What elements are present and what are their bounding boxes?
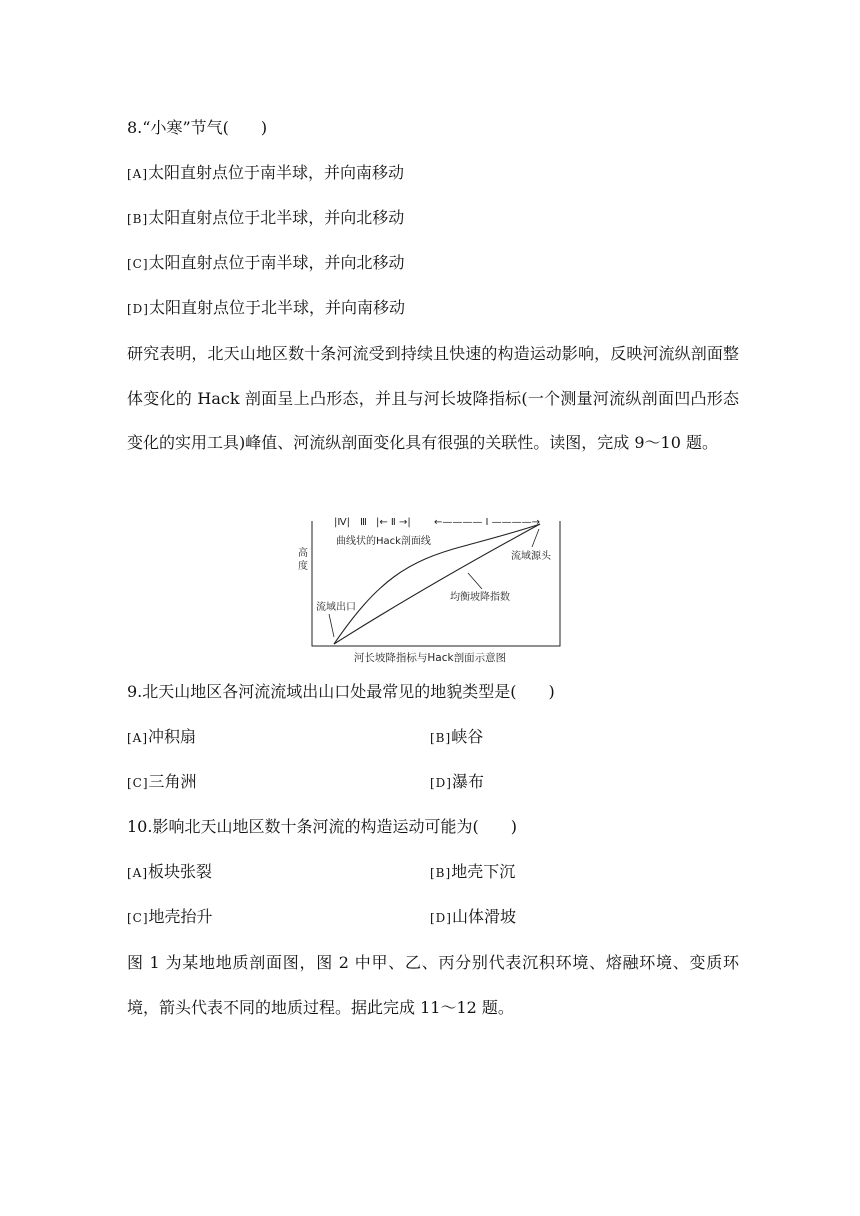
q10-stem: 10.影响北天山地区数十条河流的构造运动可能为( )	[127, 817, 517, 836]
passage-paragraph-2: 图 1 为某地地质剖面图，图 2 中甲、乙、丙分别代表沉积环境、熔融环境、变质环境，箭头代表不同的地质过程。据此完成 11～12 题。	[127, 953, 739, 1017]
option-text: 冲积扇	[148, 727, 197, 746]
q8-option-a[interactable]	[127, 163, 404, 184]
equilibrium-arrow	[468, 573, 482, 589]
hack-profile-figure	[292, 511, 568, 666]
q10-option-a[interactable]	[127, 862, 212, 883]
figure-svg	[292, 511, 568, 666]
option-letter: [D]	[430, 911, 452, 925]
source-label: 流域源头	[511, 551, 551, 562]
y-axis-label-1: 高	[298, 548, 308, 559]
option-text: 太阳直射点位于北半球，并向北移动	[148, 208, 405, 227]
outlet-arrow	[329, 614, 334, 637]
passage-paragraph: 研究表明，北天山地区数十条河流受到持续且快速的构造运动影响，反映河流纵剖面整体变化的 Hack 剖面呈上凸形态，并且与河长坡降指标(一个测量河流纵剖面凹凸形态变化的实用工具)峰值、河流纵剖面变化具有很强的关联性。读图，完成 9～10 题。	[127, 344, 739, 452]
q10-option-c[interactable]	[127, 907, 213, 928]
option-letter: [C]	[127, 776, 149, 790]
option-letter: [C]	[127, 257, 149, 271]
q8-option-b[interactable]	[127, 208, 404, 229]
option-letter: [B]	[430, 731, 452, 745]
option-text: 峡谷	[451, 727, 484, 746]
option-text: 太阳直射点位于北半球，并向南移动	[148, 298, 405, 317]
option-letter: [D]	[430, 776, 452, 790]
option-text: 三角洲	[148, 772, 197, 791]
option-text: 瀑布	[451, 772, 484, 791]
q9-stem: 9.北天山地区各河流流域出山口处最常见的地貌类型是( )	[127, 682, 555, 701]
source-arrow	[532, 529, 539, 547]
q9-option-d[interactable]	[430, 772, 484, 793]
option-text: 太阳直射点位于南半球，并向北移动	[148, 253, 405, 272]
option-letter: [A]	[127, 731, 149, 745]
q8-stem: 8.“小寒”节气( )	[127, 118, 268, 137]
q9-option-b[interactable]	[430, 727, 483, 748]
option-text: 太阳直射点位于南半球，并向南移动	[148, 163, 405, 182]
y-axis-label-2: 度	[298, 561, 308, 572]
outlet-label: 流域出口	[316, 602, 356, 613]
q10-option-b[interactable]	[430, 862, 515, 883]
figure-caption: 河长坡降指标与Hack剖面示意图	[353, 652, 507, 664]
option-letter: [D]	[127, 302, 149, 316]
option-text: 板块张裂	[148, 862, 213, 881]
q9-option-c[interactable]	[127, 772, 197, 793]
zone-i-label: ←———— Ⅰ ————→	[434, 517, 541, 528]
zone-iv-label: |Ⅳ|	[334, 517, 350, 528]
equilibrium-label: 均衡坡降指数	[450, 592, 510, 603]
q10-option-d[interactable]	[430, 907, 516, 928]
option-text: 地壳下沉	[451, 862, 516, 881]
q8-option-c[interactable]	[127, 253, 405, 274]
option-text: 山体滑坡	[451, 907, 516, 926]
option-letter: [A]	[127, 866, 149, 880]
hack-curve-label: 曲线状的Hack剖面线	[336, 536, 431, 547]
option-letter: [C]	[127, 911, 149, 925]
option-text: 地壳抬升	[148, 907, 213, 926]
zone-iii-label: Ⅲ	[360, 517, 367, 528]
option-letter: [B]	[430, 866, 452, 880]
option-letter: [B]	[127, 212, 149, 226]
q9-option-a[interactable]	[127, 727, 196, 748]
zone-ii-label: |← Ⅱ →|	[376, 517, 411, 528]
q8-option-d[interactable]	[127, 298, 405, 319]
option-letter: [A]	[127, 167, 149, 181]
